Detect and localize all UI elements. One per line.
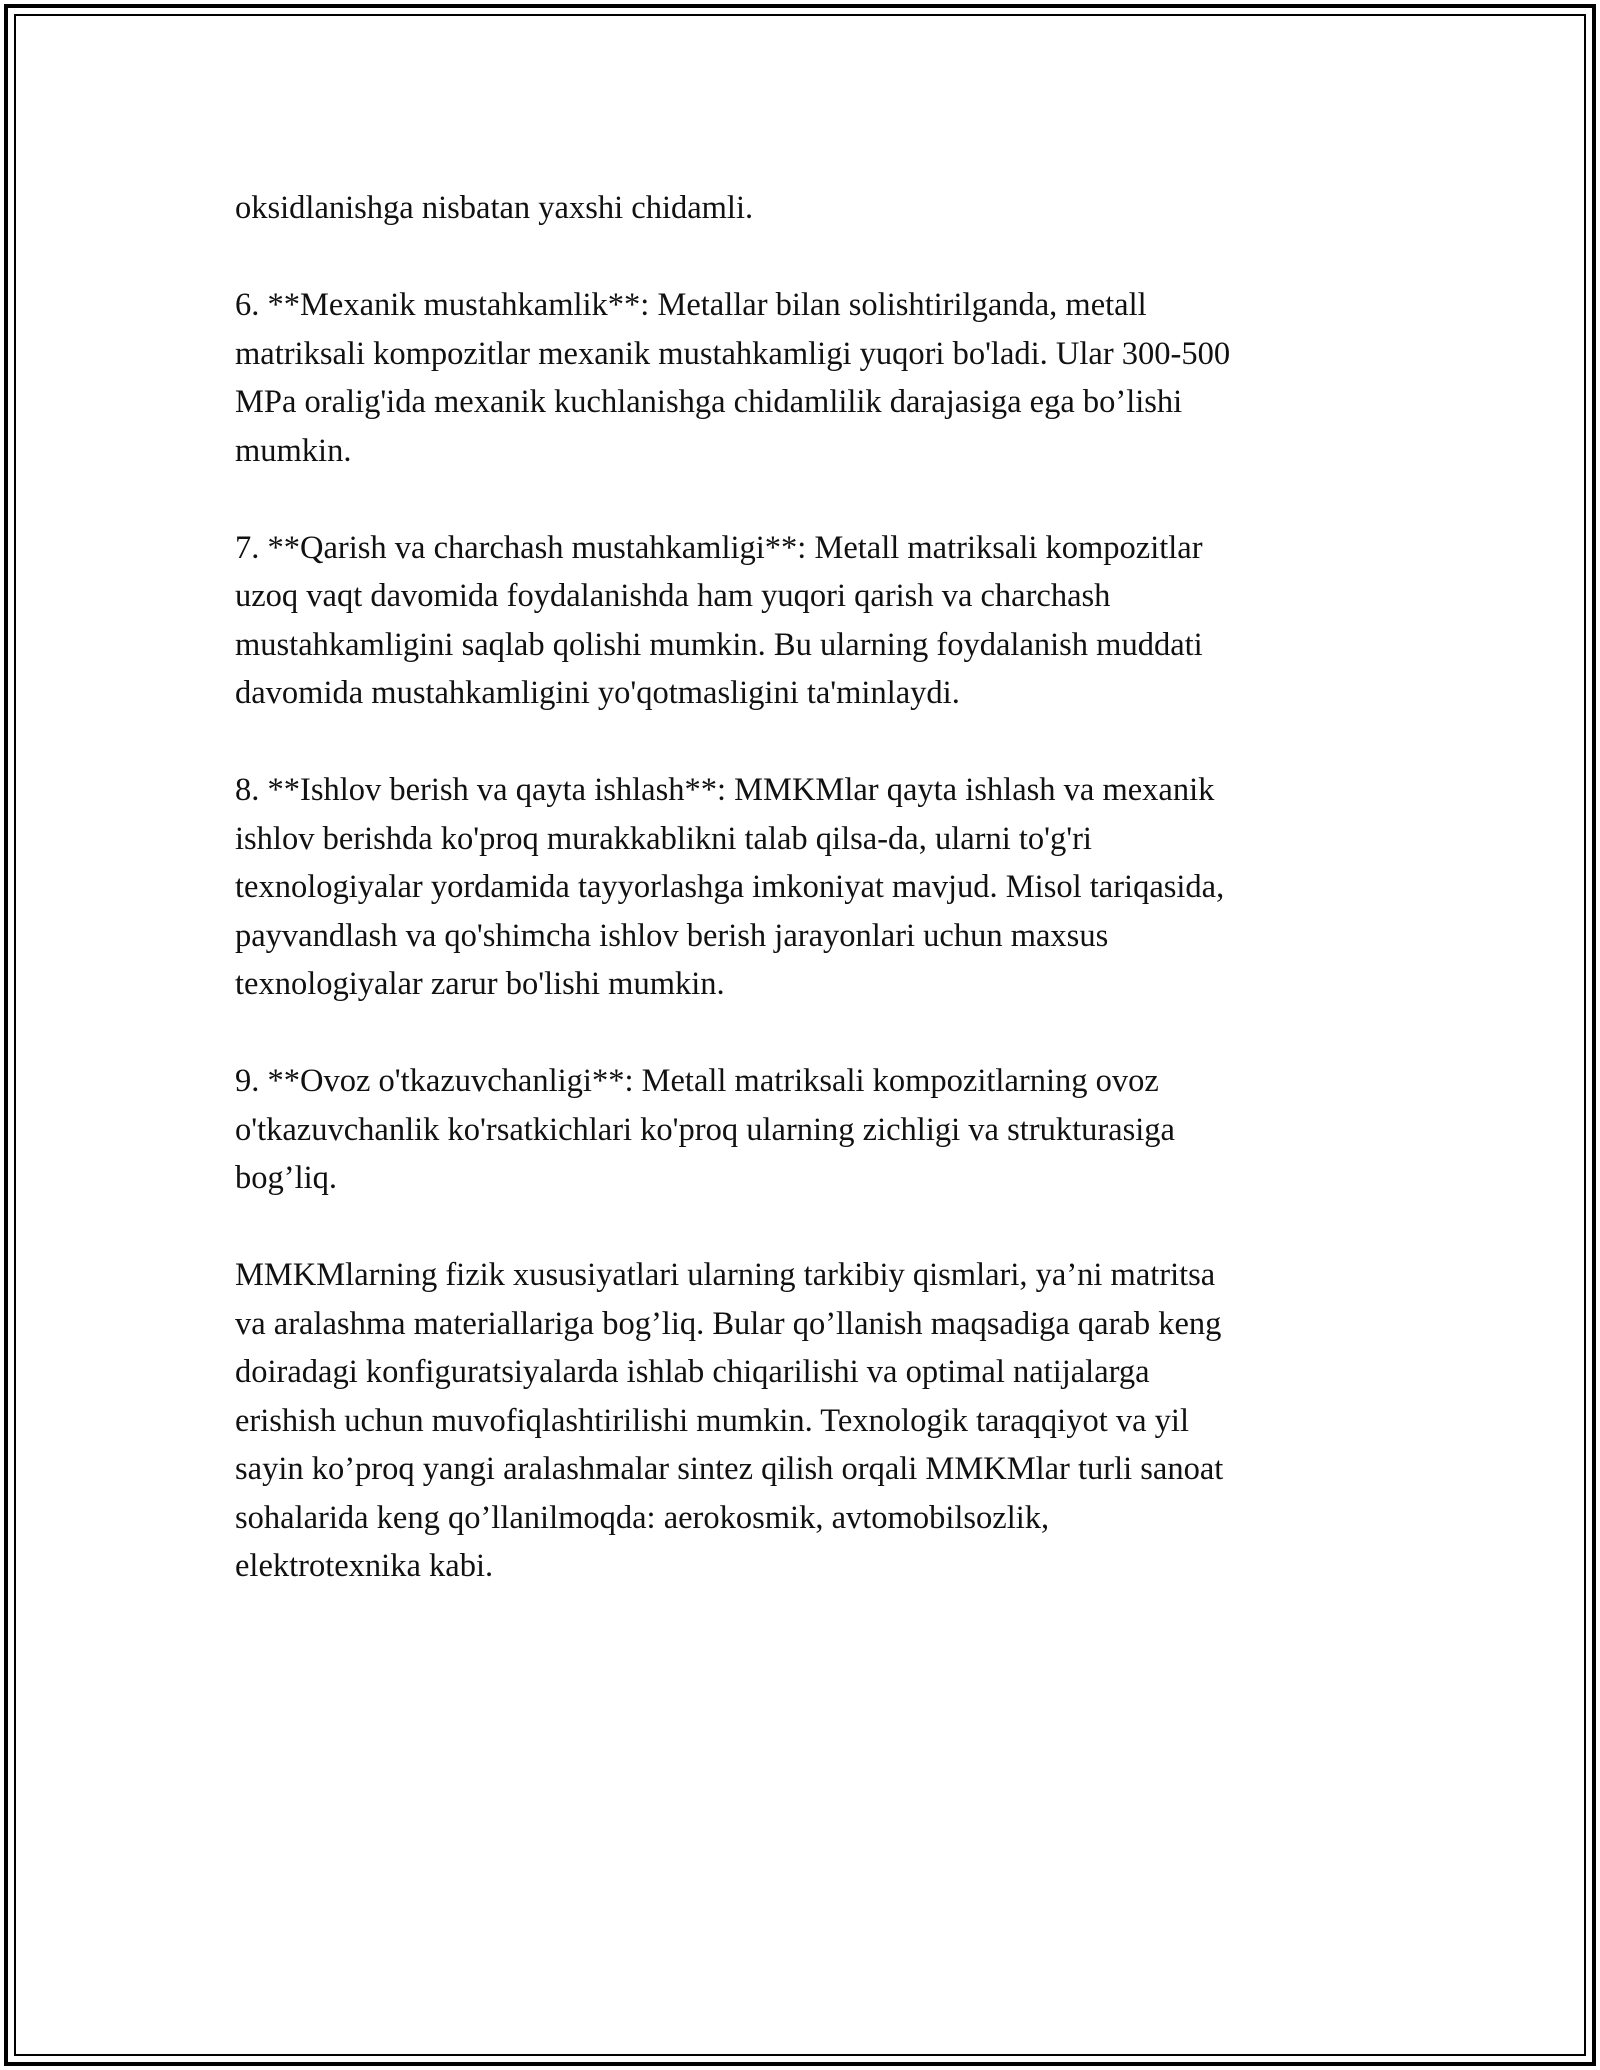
text-line: mumkin. bbox=[235, 432, 352, 469]
text-line: o'tkazuvchanlik ko'rsatkichlari ko'proq ularning zichligi va strukturasiga bbox=[235, 1111, 1175, 1148]
text-line: va aralashma materiallariga bog’liq. Bular qo’llanish maqsadiga qarab keng bbox=[235, 1305, 1222, 1342]
paragraph-intro-continuation bbox=[235, 184, 1365, 233]
text-line: 8. **Ishlov berish va qayta ishlash**: MMKMlar qayta ishlash va mexanik bbox=[235, 772, 1215, 808]
text-line: matriksali kompozitlar mexanik mustahkamligi yuqori bo'ladi. Ular 300-500 bbox=[235, 335, 1231, 372]
text-line: uzoq vaqt davomida foydalanishda ham yuqori qarish va charchash bbox=[235, 578, 1111, 614]
paragraph-sound-conductivity bbox=[235, 1057, 1365, 1203]
paragraph-fatigue-strength bbox=[235, 524, 1365, 718]
text-line: payvandlash va qo'shimcha ishlov berish jarayonlari uchun maxsus bbox=[235, 917, 1109, 954]
text-line: erishish uchun muvofiqlashtirilishi mumkin. Texnologik taraqqiyot va yil bbox=[235, 1402, 1189, 1439]
paragraph-summary bbox=[235, 1251, 1365, 1591]
text-line: 6. **Mexanik mustahkamlik**: Metallar bilan solishtirilganda, metall bbox=[235, 287, 1147, 323]
text-line: davomida mustahkamligini yo'qotmasligini ta'minlaydi. bbox=[235, 675, 960, 711]
text-line: 9. **Ovoz o'tkazuvchanligi**: Metall matriksali kompozitlarning ovoz bbox=[235, 1063, 1159, 1099]
text-line: sayin ko’proq yangi aralashmalar sintez qilish orqali MMKMlar turli sanoat bbox=[235, 1451, 1224, 1487]
text-line: mustahkamligini saqlab qolishi mumkin. Bu ularning foydalanish muddati bbox=[235, 626, 1203, 663]
text-line: MMKMlarning fizik xususiyatlari ularning tarkibiy qismlari, ya’ni matritsa bbox=[235, 1257, 1216, 1293]
text-line: 7. **Qarish va charchash mustahkamligi**: Metall matriksali kompozitlar bbox=[235, 529, 1203, 566]
text-line: texnologiyalar yordamida tayyorlashga imkoniyat mavjud. Misol tariqasida, bbox=[235, 869, 1225, 905]
text-line: elektrotexnika kabi. bbox=[235, 1548, 494, 1584]
paragraph-processing bbox=[235, 766, 1365, 1009]
text-line: texnologiyalar zarur bo'lishi mumkin. bbox=[235, 966, 725, 1002]
text-line: sohalarida keng qo’llanilmoqda: aerokosmik, avtomobilsozlik, bbox=[235, 1499, 1050, 1536]
text-line: bog’liq. bbox=[235, 1160, 338, 1196]
text-line: oksidlanishga nisbatan yaxshi chidamli. bbox=[235, 190, 754, 226]
paragraph-mechanical-strength bbox=[235, 281, 1365, 475]
text-line: MPa oralig'ida mexanik kuchlanishga chidamlilik darajasiga ega bo’lishi bbox=[235, 384, 1183, 420]
document-body bbox=[235, 184, 1365, 1591]
text-line: doiradagi konfiguratsiyalarda ishlab chiqarilishi va optimal natijalarga bbox=[235, 1354, 1150, 1390]
text-line: ishlov berishda ko'proq murakkablikni talab qilsa-da, ularni to'g'ri bbox=[235, 820, 1092, 857]
